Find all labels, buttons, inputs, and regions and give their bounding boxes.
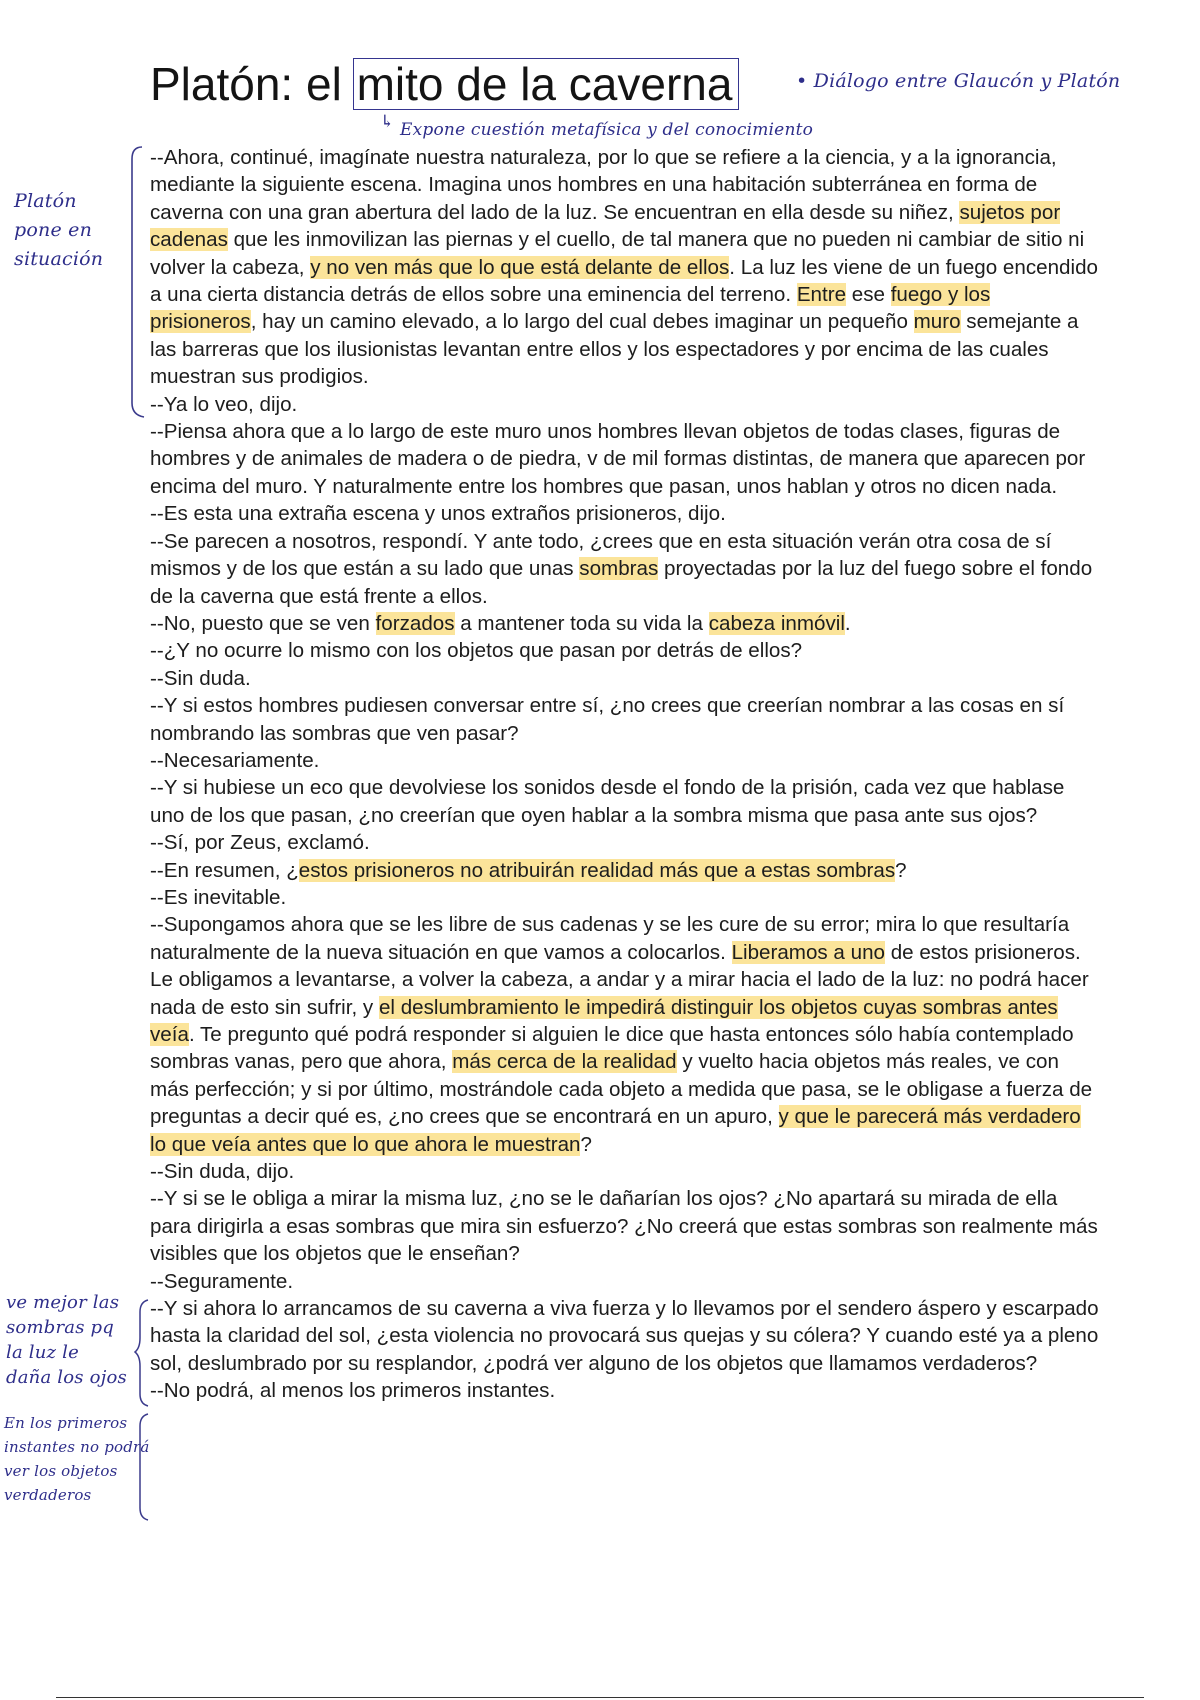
paragraph <box>150 391 1100 418</box>
text-run: ? <box>895 858 907 882</box>
highlighted-text: fuego y los prisioneros <box>150 283 991 334</box>
margin-note-line: la luz le <box>6 1342 79 1363</box>
margin-note-line: Platón <box>14 190 77 212</box>
text-run: --Y si se le obliga a mirar la misma luz, ¿no se le dañarían los ojos? ¿No apartará su mirada de ella para dirigirla a esas sombras que mira sin esfuerzo? ¿No creerá que estas sombras son realmente más visibles que los objetos que le enseñan? <box>150 1187 1098 1266</box>
highlighted-text: Entre <box>796 283 847 307</box>
text-run: . Te pregunto qué podrá responder si alguien le dice que hasta entonces sólo había contemplado sombras vanas, pero que ahora, <box>150 1023 1074 1074</box>
handwritten-arrow-icon: ↳ <box>380 112 395 132</box>
handwritten-subtitle: Expone cuestión metafísica y del conocimiento <box>400 120 814 140</box>
paragraph <box>150 1185 1100 1267</box>
text-run: --No, puesto que se ven <box>150 611 376 635</box>
text-run: proyectadas por la luz del fuego sobre el fondo de la caverna que está frente a ellos. <box>150 557 1093 608</box>
highlighted-text: y no ven más que lo que está delante de ellos <box>310 255 730 279</box>
highlighted-text: el deslumbramiento le impedirá distinguir los objetos cuyas sombras antes veía <box>150 995 1058 1046</box>
paragraph <box>150 857 1100 884</box>
paragraph <box>150 774 1100 829</box>
text-run: --Y si ahora lo arrancamos de su caverna a viva fuerza y lo llevamos por el sendero áspero y escarpado hasta la claridad del sol, ¿esta violencia no provocará sus quejas y su cólera? Y cuando esté ya a pleno sol, deslumbrado por su resplandor, ¿podrá ver alguno de los objetos que llamamos verdaderos? <box>150 1297 1099 1375</box>
margin-bracket-1 <box>126 145 150 420</box>
text-run: --Seguramente. <box>150 1269 294 1293</box>
text-run: --Sin duda, dijo. <box>150 1160 295 1184</box>
text-run: semejante a las barreras que los ilusionistas levantan entre ellos y los espectadores y por encima de las cuales muestran sus prodigios. <box>150 310 1079 389</box>
text-run: --En resumen, ¿ <box>150 858 299 882</box>
text-run: . <box>844 611 851 635</box>
margin-note-line: situación <box>14 248 104 270</box>
paragraph <box>150 1268 1100 1295</box>
text-run: --Es esta una extraña escena y unos extraños prisioneros, dijo. <box>150 502 726 526</box>
paragraph <box>150 911 1100 1158</box>
text-run: --Sí, por Zeus, exclamó. <box>150 831 370 855</box>
highlighted-text: y que le parecerá más verdadero lo que veía antes que lo que ahora le muestran <box>150 1105 1081 1156</box>
paragraph <box>150 692 1100 747</box>
text-run: --Es inevitable. <box>150 885 287 909</box>
text-run: --Piensa ahora que a lo largo de este muro unos hombres llevan objetos de todas clases, figuras de hombres y de animales de madera o de piedra, v de mil formas distintas, de manera que aparecen por encima del muro. Y naturalmente entre los hombres que pasan, unos hablan y otros no dicen nada. <box>150 420 1086 498</box>
highlighted-text: Liberamos a uno <box>731 940 885 964</box>
paragraph <box>150 144 1100 391</box>
margin-note-line: instantes no podrá <box>4 1438 150 1456</box>
title-boxed-phrase: mito de la caverna <box>353 58 740 110</box>
paragraph <box>150 500 1100 527</box>
text-run: --¿Y no ocurre lo mismo con los objetos que pasan por detrás de ellos? <box>150 639 803 663</box>
highlighted-text: cabeza inmóvil <box>708 611 845 635</box>
highlighted-text: más cerca de la realidad <box>452 1050 677 1074</box>
text-run: --Ahora, continué, imagínate nuestra naturaleza, por lo que se refiere a la ciencia, y a la ignorancia, mediante la siguiente escena. Imagina unos hombres en una habitación subterránea en forma de caverna con una gran abertura del lado de la luz. Se encuentran en ella desde su niñez, <box>150 146 1057 224</box>
paragraph <box>150 528 1100 610</box>
margin-note-3 <box>4 1411 150 1507</box>
margin-note-1 <box>14 187 103 274</box>
text-run: que les inmovilizan las piernas y el cuello, de tal manera que no pueden ni cambiar de sitio ni volver la cabeza, <box>150 228 1085 279</box>
highlighted-text: muro <box>913 310 961 334</box>
title-prefix: Platón: el <box>150 58 342 110</box>
paragraph <box>150 1295 1100 1377</box>
paragraph <box>150 829 1100 856</box>
margin-bracket-3 <box>134 1412 152 1522</box>
margin-note-line: sombras pq <box>6 1317 115 1338</box>
paragraph <box>150 884 1100 911</box>
text-run: ese <box>846 283 891 307</box>
text-run: , hay un camino elevado, a lo largo del cual debes imaginar un pequeño <box>250 310 914 334</box>
text-run: --Se parecen a nosotros, respondí. Y ante todo, ¿crees que en esta situación verán otra cosa de sí mismos y de los que están a su lado que unas <box>150 529 1052 581</box>
text-run: --Supongamos ahora que se les libre de sus cadenas y se les cure de su error; mira lo que resultaría naturalmente de la nueva situación en que vamos a colocarlos. <box>150 913 1070 964</box>
margin-note-line: ve mejor las <box>6 1292 120 1313</box>
handwritten-note-dialogue: • Diálogo entre Glaucón y Platón <box>796 70 1121 92</box>
text-run: y vuelto hacia objetos más reales, ve con más perfección; y si por último, mostrándole cada objeto a medida que pasa, se le obligase a fuerza de preguntas a decir qué es, ¿no crees que se encontrará en un apuro, <box>150 1050 1093 1129</box>
highlighted-text: sombras <box>579 557 659 581</box>
paragraph <box>150 610 1100 637</box>
text-run: --Y si estos hombres pudiesen conversar entre sí, ¿no crees que creerían nombrar a las cosas en sí nombrando las sombras que ven pasar? <box>150 694 1065 745</box>
text-run: --Ya lo veo, dijo. <box>150 392 298 416</box>
text-run: a mantener toda su vida la <box>454 611 709 635</box>
text-run: --Y si hubiese un eco que devolviese los sonidos desde el fondo de la prisión, cada vez que hablase uno de los que pasan, ¿no creerían que oyen hablar a la sombra misma que pasa ante sus ojos? <box>150 776 1065 827</box>
page-divider <box>56 1697 1144 1698</box>
paragraph <box>150 665 1100 692</box>
text-run: --Sin duda. <box>150 666 251 690</box>
page-title <box>150 54 739 114</box>
paragraph <box>150 747 1100 774</box>
text-run: de estos prisioneros. Le obligamos a levantarse, a volver la cabeza, a andar y a mirar hacia el lado de la luz: no podrá hacer nada de esto sin sufrir, y <box>150 940 1089 1019</box>
text-run: ? <box>580 1132 592 1156</box>
dialogue-text <box>150 144 1100 1405</box>
text-run: . La luz les viene de un fuego encendido a una cierta distancia detrás de ellos sobre una eminencia del terreno. <box>150 255 1098 307</box>
margin-note-line: pone en <box>14 219 93 241</box>
text-run: --No podrá, al menos los primeros instantes. <box>150 1379 556 1403</box>
margin-note-2 <box>6 1290 127 1390</box>
paragraph <box>150 637 1100 664</box>
margin-note-line: En los primeros <box>4 1414 128 1432</box>
margin-note-line: daña los ojos <box>6 1367 127 1388</box>
highlighted-text: sujetos por cadenas <box>150 200 1061 252</box>
highlighted-text: forzados <box>375 611 455 635</box>
paragraph <box>150 418 1100 500</box>
highlighted-text: estos prisioneros no atribuirán realidad más que a estas sombras <box>298 858 896 882</box>
paragraph <box>150 1158 1100 1185</box>
text-run: --Necesariamente. <box>150 748 320 772</box>
paragraph <box>150 1377 1100 1404</box>
margin-note-line: ver los objetos <box>4 1462 118 1480</box>
margin-note-line: verdaderos <box>4 1486 92 1504</box>
